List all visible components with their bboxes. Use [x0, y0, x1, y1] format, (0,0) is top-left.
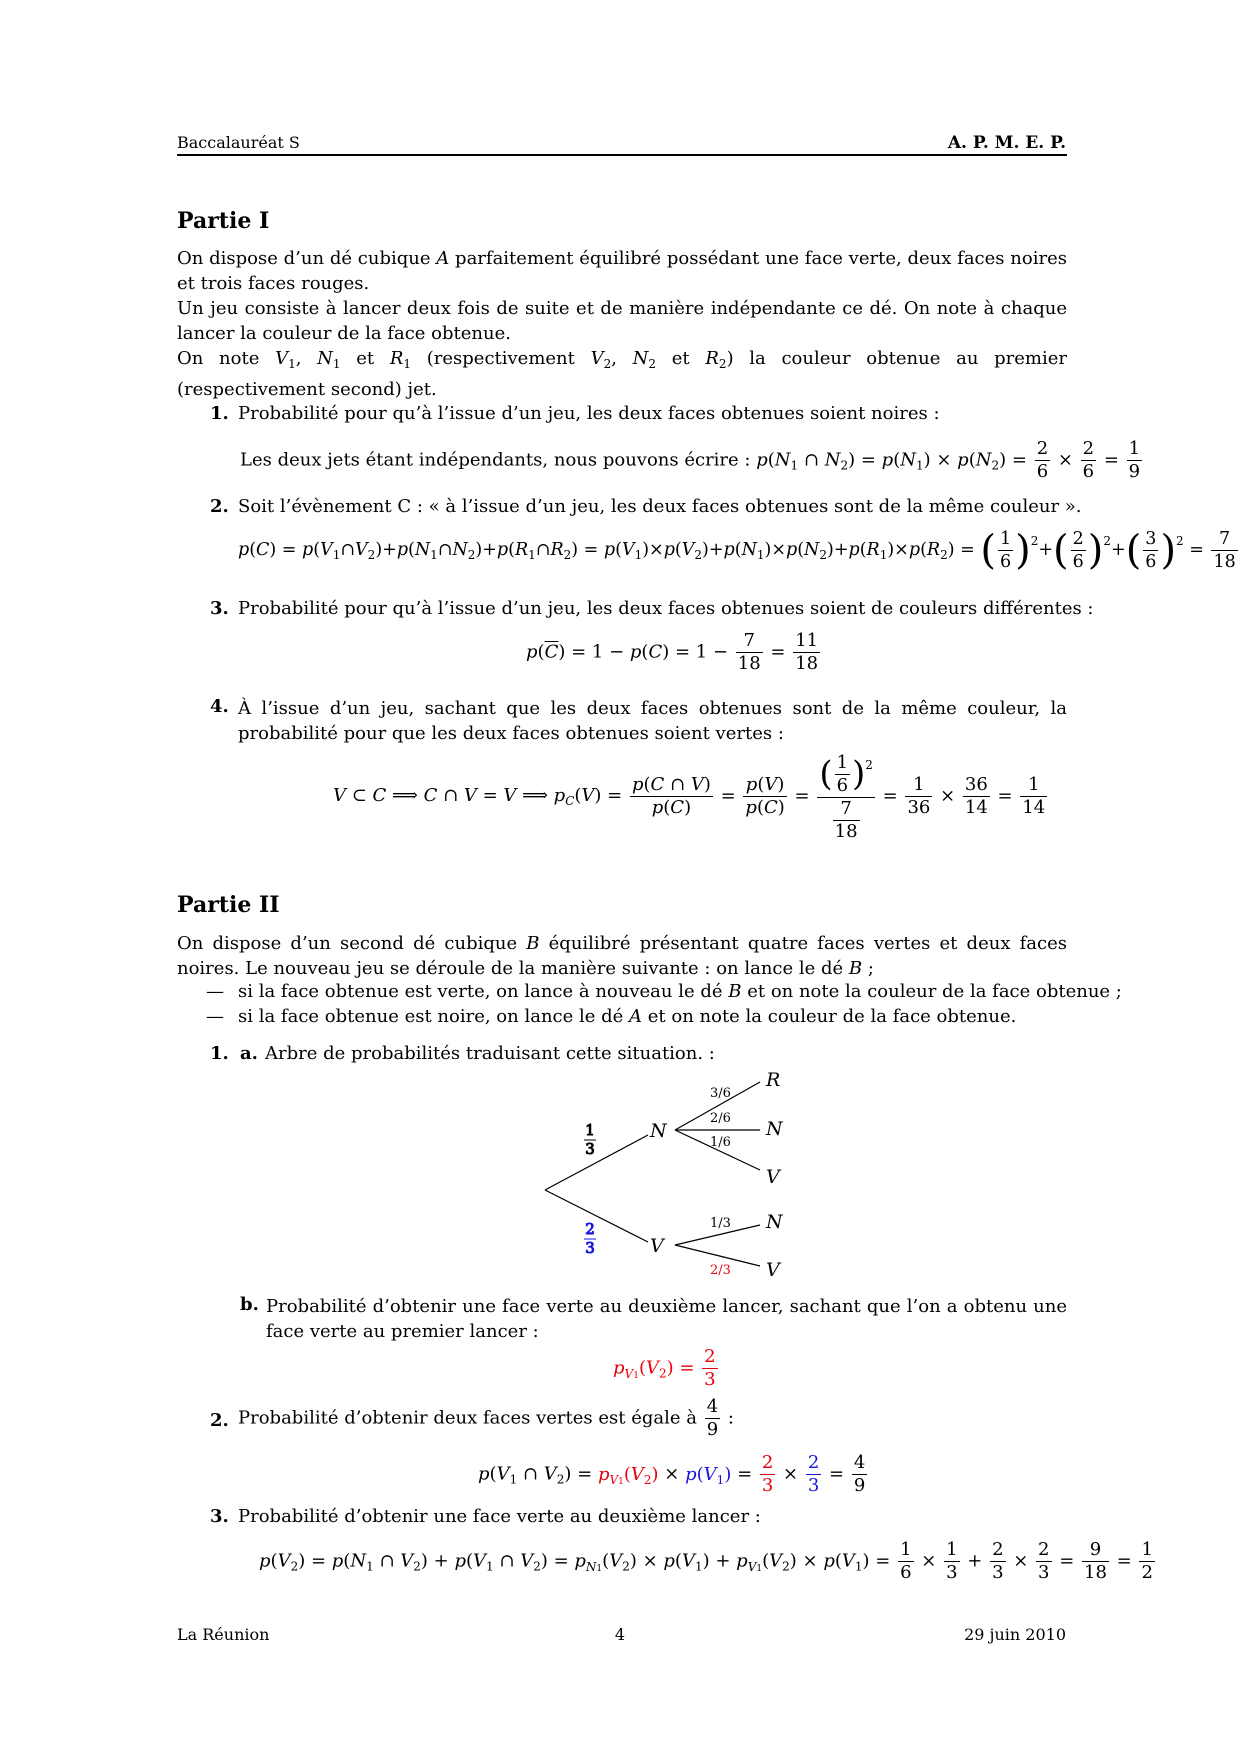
p1-q3-formula: $p(\overline{C}) = 1 - p(C) = 1$ − $\frac{7}{18}$ = $\frac{11}{18}$: [526, 630, 819, 674]
header-left: Baccalauréat S: [177, 133, 300, 152]
prob-root-v-num: 2: [585, 1220, 595, 1238]
footer-page-number: 4: [614, 1625, 626, 1644]
tree-node-v: V: [650, 1235, 664, 1257]
tree-leaf-nn: N: [766, 1118, 783, 1140]
p2-q1a-text: Arbre de probabilités traduisant cette situation. :: [265, 1043, 715, 1064]
footer-left: La Réunion: [177, 1625, 270, 1644]
tree-leaf-vv: V: [766, 1259, 780, 1281]
tree-leaf-vn: N: [766, 1211, 783, 1233]
p2-q2-text: Probabilité d’obtenir deux faces vertes est égale à: [238, 1407, 697, 1429]
prob-n-n: 2/6: [710, 1111, 731, 1126]
p1-q4-text: À l’issue d’un jeu, sachant que les deux faces obtenues sont de la même couleur, la probabilité pour que les deux faces obtenues soient vertes :: [238, 698, 1067, 744]
partie1-title: Partie I: [177, 208, 270, 234]
partie2-intro: On dispose d’un second dé cubique B équilibré présentant quatre faces vertes et deux faces noires. Le nouveau jeu se déroule de la manière suivante : on lance le dé B ;: [177, 933, 1067, 979]
partie2-bullet1: si la face obtenue est verte, on lance à nouveau le dé B et on note la couleur de la face obtenue ;: [238, 981, 1122, 1002]
p1-q3-text: Probabilité pour qu’à l’issue d’un jeu, les deux faces obtenues soient de couleurs différentes :: [238, 598, 1094, 619]
p2-q2-number: 2.: [210, 1410, 229, 1431]
prob-v-n: 1/3: [710, 1216, 731, 1231]
p2-q1b-formula: $p_{V1}(V_2)$ = $\frac{2}{3}$: [613, 1346, 716, 1390]
p1-q2-formula: $p(C) = p(V_1\cap V_2)+p(N_1\cap N_2)+p(R_1\cap R_2) = p(V_1)\times p(V_2)+p(N_1)\times p(N_2)+p(R_1)\times p(R_2)$ = ( $\frac{1}{6}$ )$^2$+( $\frac{2}{6}$ )$^2$+( $\frac{3}{6}$ )$^2$ = $\frac{7}{18}$: [238, 527, 1236, 574]
p2-q3-text: Probabilité d’obtenir une face verte au deuxième lancer :: [238, 1506, 761, 1527]
p2-q1-number: 1.: [210, 1043, 229, 1064]
prob-n-r: 3/6: [710, 1086, 731, 1101]
prob-root-v-den: 3: [585, 1239, 595, 1257]
edge-root-v: [545, 1190, 648, 1242]
p1-q1-answer: Les deux jets étant indépendants, nous pouvons écrire : $p(N_1$ ∩ $N_2) = p(N_1) \times p(N_2)$ = $\frac{2}{6}$ × $\frac{2}{6}$ = $\frac{1}{9}$: [240, 438, 1141, 482]
bullet1-dash: —: [206, 981, 224, 1002]
partie1-intro3: On note $V_1$, $N_1$ et $R_1$ (respectivement $V_2$, $N_2$ et $R_2$) la couleur obtenue au premier (respectivement second) jet.: [177, 348, 1067, 400]
p1-q4-formula: V ⊂ C ⟹ C ∩ V = V ⟹ $p_C(V)$ = $\frac{p(C \cap V)}{p(C)}$ = $\frac{p(V)}{p(C)}$ = ( $\frac{1}{6}$ )$^2$ $\frac{7}{18}$ = $\frac{1}{36}$ × $\frac{36}{14}$ = $\frac{1}{14}$: [333, 751, 1046, 842]
partie2-title: Partie II: [177, 892, 280, 918]
prob-n-v: 1/6: [710, 1135, 731, 1150]
p1-q2-number: 2.: [210, 496, 229, 517]
partie1-intro2: Un jeu consiste à lancer deux fois de suite et de manière indépendante ce dé. On note à chaque lancer la couleur de la face obtenue.: [177, 298, 1067, 344]
p2-q1b-text: Probabilité d’obtenir une face verte au deuxième lancer, sachant que l’on a obtenu une face verte au premier lancer :: [266, 1296, 1067, 1342]
tree-node-n: N: [650, 1120, 667, 1142]
p2-q3-formula: $p(V_2) = p(N_1$ ∩ $V_2) + p(V_1$ ∩ $V_2) = p_{N1}(V_2) \times p(V_1) + p_{V1}(V_2) \times p(V_1)$ = $\frac{1}{6}$ × $\frac{1}{3}$ + $\frac{2}{3}$ × $\frac{2}{3}$ = $\frac{9}{18}$ = $\frac{1}{2}$: [259, 1539, 1153, 1583]
p1-q3-number: 3.: [210, 598, 229, 619]
p1-q1-text: Probabilité pour qu’à l’issue d’un jeu, les deux faces obtenues soient noires :: [238, 403, 940, 424]
header-right: A. P. M. E. P.: [947, 133, 1066, 153]
prob-v-v: 2/3: [710, 1263, 731, 1278]
p1-q4-number: 4.: [210, 696, 229, 717]
partie2-bullet2: si la face obtenue est noire, on lance le dé A et on note la couleur de la face obtenue.: [238, 1006, 1017, 1027]
footer-right: 29 juin 2010: [964, 1625, 1066, 1644]
p2-q1b-letter: b.: [240, 1294, 259, 1315]
p1-q1-number: 1.: [210, 403, 229, 424]
tree-leaf-nv: V: [766, 1166, 780, 1188]
p2-q2-formula: $p(V_1$ ∩ $V_2) = p_{V1}(V_2) \times p(V_1)$ = $\frac{2}{3}$ × $\frac{2}{3}$ = $\frac{4}{9}$: [478, 1452, 866, 1496]
p1-q2-text: Soit l’évènement C : « à l’issue d’un jeu, les deux faces obtenues sont de la même couleur ».: [238, 496, 1082, 517]
bullet2-dash: —: [206, 1006, 224, 1027]
edge-root-n: [545, 1135, 648, 1190]
partie1-intro1: On dispose d’un dé cubique A parfaitement équilibré possédant une face verte, deux faces noires et trois faces rouges.: [177, 248, 1067, 294]
prob-root-n-den: 3: [585, 1140, 595, 1158]
p1-q1-answer-text: Les deux jets étant indépendants, nous pouvons écrire :: [240, 449, 751, 471]
tree-leaf-r: R: [766, 1069, 781, 1091]
p2-q3-number: 3.: [210, 1506, 229, 1527]
p2-q2-line: Probabilité d’obtenir deux faces vertes est égale à $\frac{4}{9}$ :: [238, 1396, 734, 1440]
prob-root-n-num: 1: [585, 1121, 595, 1139]
p2-q1a-letter: a.: [240, 1043, 258, 1064]
